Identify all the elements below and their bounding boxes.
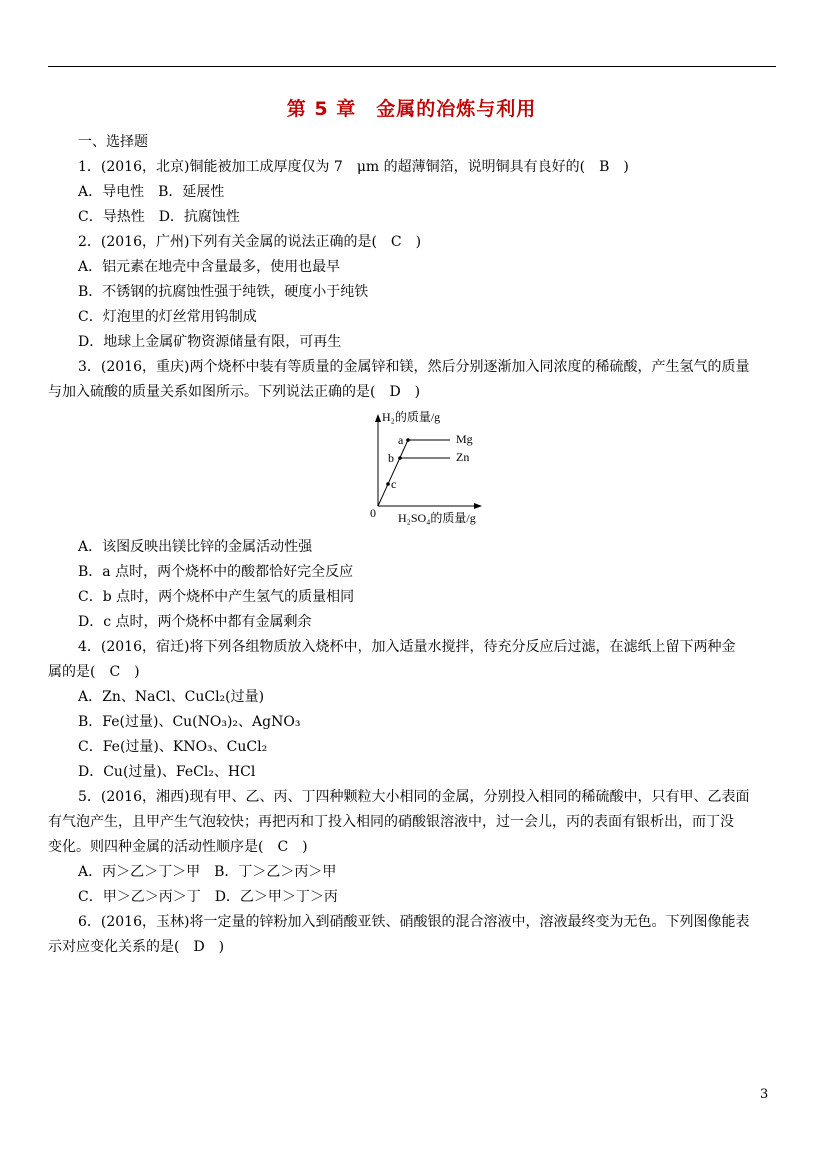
q2-option-a: A．铝元素在地壳中含量最多，使用也最早 (78, 259, 341, 275)
graph-series-zn: Zn (456, 450, 470, 464)
q5-stem-line3: 变化。则四种金属的活动性顺序是( C ) (48, 839, 308, 855)
q5-options-ab: A．丙＞乙＞丁＞甲 B．丁＞乙＞丙＞甲 (78, 864, 337, 880)
q2-stem: 2．(2016，广州)下列有关金属的说法正确的是( C ) (78, 234, 422, 250)
q3-stem-line2: 与加入硫酸的质量关系如图所示。下列说法正确的是( D ) (48, 384, 421, 400)
q6-stem-line1: 6．(2016，玉林)将一定量的锌粉加入到硝酸亚铁、硝酸银的混合溶液中，溶液最终变为无色。下列图像能表 (78, 914, 750, 930)
graph-label-b: b (388, 451, 394, 465)
graph-point-a (406, 438, 410, 442)
q2-option-d: D．地球上金属矿物资源储量有限，可再生 (78, 334, 342, 350)
q3-graph (350, 410, 490, 528)
q2-option-c: C．灯泡里的灯丝常用钨制成 (78, 309, 257, 325)
page-number: 3 (760, 1087, 769, 1102)
header-rule (48, 66, 776, 67)
graph-point-b (398, 456, 402, 460)
graph-xlabel: H₂SO₄的质量/g (398, 511, 476, 525)
q2-option-b: B．不锈钢的抗腐蚀性强于纯铁，硬度小于纯铁 (78, 284, 369, 300)
q5-options-cd: C．甲＞乙＞丙＞丁 D．乙＞甲＞丁＞丙 (78, 889, 338, 905)
graph-ylabel: H₂的质量/g (382, 410, 441, 424)
q3-option-b: B．a 点时，两个烧杯中的酸都恰好完全反应 (78, 564, 354, 580)
q4-stem-line2: 属的是( C ) (48, 664, 140, 680)
question-list (48, 130, 778, 960)
graph-series-mg: Mg (456, 432, 473, 446)
q4-option-c: C．Fe(过量)、KNO₃、CuCl₂ (78, 739, 268, 755)
q1-options-ab: A．导电性 B．延展性 (78, 184, 225, 200)
graph-origin: 0 (370, 506, 376, 520)
q1-stem: 1．(2016，北京)铜能被加工成厚度仅为 7 μm 的超薄铜箔，说明铜具有良好的( B ) (78, 159, 629, 175)
q3-option-d: D．c 点时，两个烧杯中都有金属剩余 (78, 614, 312, 630)
q4-option-d: D．Cu(过量)、FeCl₂、HCl (78, 764, 256, 780)
q4-option-b: B．Fe(过量)、Cu(NO₃)₂、AgNO₃ (78, 714, 301, 730)
graph-y-arrow (375, 414, 381, 422)
graph-x-arrow (474, 503, 482, 509)
q3-option-c: C．b 点时，两个烧杯中产生氢气的质量相同 (78, 589, 355, 605)
q4-stem-line1: 4．(2016，宿迁)将下列各组物质放入烧杯中，加入适量水搅拌，待充分反应后过滤，在滤纸上留下两种金 (78, 639, 736, 655)
q5-stem-line2: 有气泡产生，且甲产生气泡较快；再把丙和丁投入相同的硝酸银溶液中，过一会儿，丙的表面有银析出，而丁没 (48, 814, 734, 830)
graph-point-c (386, 482, 390, 486)
q1-options-cd: C．导热性 D．抗腐蚀性 (78, 209, 240, 225)
q3-stem-line1: 3．(2016，重庆)两个烧杯中装有等质量的金属锌和镁，然后分别逐渐加入同浓度的稀硫酸，产生氢气的质量 (78, 359, 750, 375)
q5-stem-line1: 5．(2016，湘西)现有甲、乙、丙、丁四种颗粒大小相同的金属，分别投入相同的稀硫酸中，只有甲、乙表面 (78, 789, 750, 805)
q6-stem-line2: 示对应变化关系的是( D ) (48, 939, 225, 955)
graph-label-a: a (398, 433, 404, 447)
q4-option-a: A．Zn、NaCl、CuCl₂(过量) (78, 689, 265, 705)
section-heading: 一、选择题 (78, 134, 148, 150)
chapter-title: 第 5 章 金属的冶炼与利用 (286, 98, 537, 120)
q3-option-a: A．该图反映出镁比锌的金属活动性强 (78, 539, 313, 555)
graph-mg-line (378, 440, 450, 506)
graph-label-c: c (391, 477, 397, 491)
